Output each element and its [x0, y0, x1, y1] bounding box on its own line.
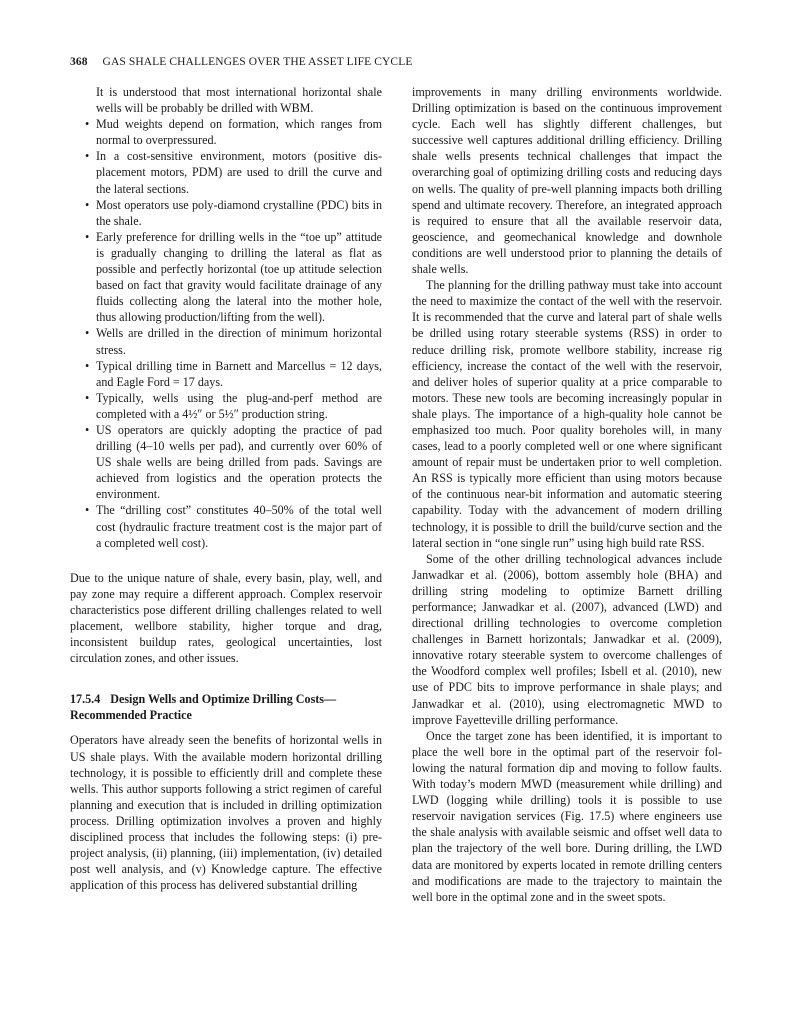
section-heading	[70, 691, 382, 723]
list-item: • Wells are drilled in the direction of minimum horizontal stress.	[85, 326, 382, 357]
list-item: • Typical drilling time in Barnett and Marcellus = 12 days, and Eagle Ford = 17 days.	[85, 358, 382, 389]
bullet-icon: •	[85, 422, 90, 437]
right-column	[412, 84, 722, 905]
continued-bullet-text: It is understood that most international horizontal shale wells will be probably be drilled with WBM.	[96, 85, 382, 116]
list-item: • Typically, wells using the plug-and-perf method are completed with a 4½″ or 5½″ production string.	[85, 390, 382, 421]
bullet-icon: •	[85, 117, 90, 132]
running-title: GAS SHALE CHALLENGES OVER THE ASSET LIFE CYCLE	[102, 56, 413, 68]
list-item: • Mud weights depend on formation, which ranges from normal to overpressured.	[85, 117, 382, 148]
list-item: • US operators are quickly adopting the practice of pad drilling (4–10 wells per pad), and currently over 60% of US shale wells are being drilled from pads. Savings are achieved from logistics and the operation protects the environment.	[85, 422, 382, 502]
running-header	[70, 56, 722, 72]
body-paragraph: Due to the unique nature of shale, every basin, play, well, and pay zone may require a different approach. Complex reservoir characteristics pose different drilling challenges related to well placement, wellbore stability, higher torque and drag, inconsistent buildup rates, geological uncertainties, lost circulation zones, and other issues.	[70, 570, 382, 666]
section-title: Design Wells and Optimize Drilling Costs—Recommended Practice	[70, 692, 337, 723]
body-paragraph: The planning for the drilling pathway must take into account the need to maximize the contact of the well with the reservoir. It is recommended that the curve and lateral part of shale wells be drilled using rotary steerable systems (RSS) in order to reduce drilling risk, promote wellbore stability, increase rig efficiency, increase the contact of the well with the reservoir, and deliver holes of superior quality at a price comparable to motors. These new tools are becoming increasingly popular in shale plays. The importance of a high-quality hole cannot be emphasized too much. Poor quality boreholes will, in many cases, lead to a poorly completed well or one where significant amount of repair must be undertaken prior to well completion. An RSS is typically more efficient than using motors because of the continuous near-bit information and automatic steering capability. Today with the advancement of modern drilling technology, it is possible to drill the build/curve section and the lateral section in “one single run” using high build rate RSS.	[412, 278, 722, 550]
bullet-icon: •	[85, 326, 90, 341]
bullet-icon: •	[85, 390, 90, 405]
page-number: 368	[70, 56, 88, 68]
bullet-icon: •	[85, 229, 90, 244]
list-item: • The “drilling cost” constitutes 40–50% of the total well cost (hydraulic fracture treatment cost is the major part of a completed well cost).	[85, 503, 382, 550]
body-paragraph: improvements in many drilling environments worldwide. Drilling optimization is based on the continuous improvement cycle. Each well has slightly different challenges, but successive well captures additional drilling efficiency. Drilling shale wells presents technical challenges that impact the overarching goal of optimizing drilling costs and reducing days on wells. The quality of pre-well planning impacts both drilling spend and ultimate recovery. Therefore, an integrated approach is required to ensure that all the available reservoir data, geoscience, and geomechanical knowledge and downhole conditions are well understood prior to planning the details of shale wells.	[412, 85, 722, 277]
body-paragraph: Operators have already seen the benefits of horizontal wells in US shale plays. With the available modern horizontal drilling technology, it is possible to efficiently drill and complete these wells. This author supports following a strict regimen of careful planning and execution that is included in drilling optimization process. Drilling optimization involves a proven and highly disciplined process that includes the following steps: (i) pre-project analysis, (ii) planning, (iii) implementation, (iv) detailed post well analysis, and (v) Knowledge capture. The effective application of this process has delivered substantial drilling	[70, 733, 382, 893]
list-item: • Most operators use poly-diamond crystalline (PDC) bits in the shale.	[85, 197, 382, 228]
section-number: 17.5.4	[70, 692, 101, 707]
list-item: • In a cost-sensitive environment, motors (positive displacement motors, PDM) are used to drill the curve and the lateral sections.	[85, 149, 382, 196]
bullet-icon: •	[85, 358, 90, 373]
left-column	[70, 84, 382, 893]
bullet-list	[70, 116, 382, 551]
bullet-icon: •	[85, 197, 90, 212]
body-paragraph: Some of the other drilling technological advances include Janwadkar et al. (2006), bottom assembly hole (BHA) and drilling string modeling to optimize Barnett drilling performance; Janwadkar et al. (2007), advanced (LWD) and directional drilling technologies to overcome completion challenges in Barnett horizontals; Janwadkar et al. (2009), innovative rotary steerable system to overcome challenges of the Woodford complex well profiles; Isbell et al. (2010), new use of PDC bits to improve performance in shale plays; and Janwadkar et al. (2010), using electromagnetic MWD to improve Fayetteville drilling performance.	[412, 551, 722, 727]
body-paragraph: Once the target zone has been identified, it is important to place the well bore in the optimal part of the reservoir following the natural formation dip and moving to follow faults. With today’s modern MWD (measurement while drilling) and LWD (logging while drilling) tools it is possible to use reservoir navigation services (Fig. 17.5) where engineers use the shale analysis with available seismic and offset well data to plan the trajectory of the well bore. During drilling, the LWD data are monitored by experts located in remote drilling centers and modifications are made to the trajectory to maintain the well bore in the optimal zone and in the sweet spots.	[412, 728, 722, 904]
bullet-icon: •	[85, 503, 90, 518]
list-item: • Early preference for drilling wells in the “toe up” attitude is gradually changing to drilling the lateral as flat as possible and perfectly horizontal (toe up attitude selection based on fact that gravity would facilitate drainage of any fluids collecting along the lateral into the mother hole, thus allowing production/lifting from the well).	[85, 229, 382, 325]
bullet-icon: •	[85, 149, 90, 164]
